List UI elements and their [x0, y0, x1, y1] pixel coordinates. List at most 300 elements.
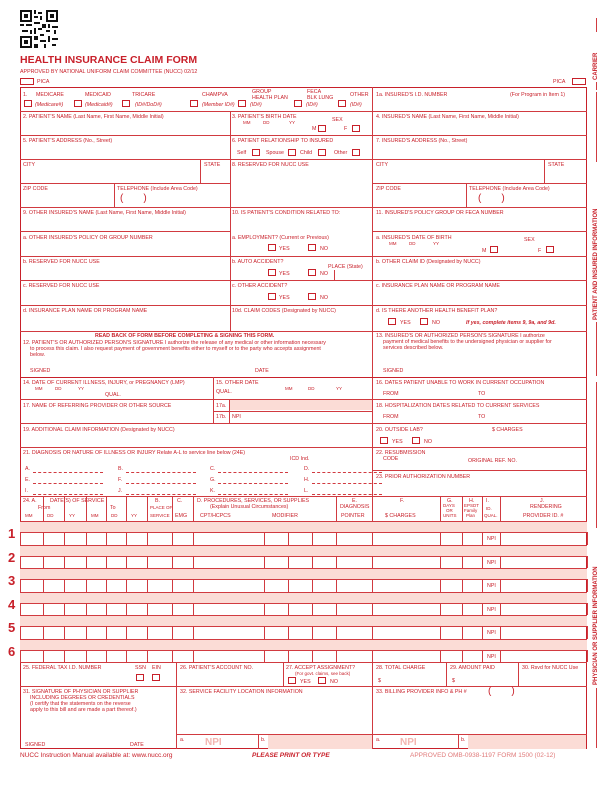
col-divider	[500, 603, 501, 616]
col-divider	[172, 603, 173, 616]
col-divider	[193, 496, 194, 521]
diag-field[interactable]	[33, 494, 103, 495]
diag-field[interactable]	[33, 472, 103, 473]
service-line-shaded[interactable]	[20, 593, 587, 603]
f14-dd: DD	[55, 386, 62, 391]
f24g: G.	[447, 498, 453, 504]
col-divider	[126, 650, 127, 663]
col-divider	[172, 532, 173, 545]
auto-yes-check[interactable]	[268, 269, 276, 276]
col-divider	[587, 650, 588, 663]
f24-i2: ID.	[486, 506, 492, 511]
f20-charges: $ CHARGES	[492, 427, 523, 433]
other-id: (ID#)	[350, 102, 362, 108]
f24-h4: Plan	[466, 513, 476, 518]
emp-yes-check[interactable]	[268, 244, 276, 251]
f33a-npi: NPI	[400, 737, 417, 748]
state-divider-2	[544, 159, 545, 183]
f9c-label: c. RESERVED FOR NUCC USE	[23, 283, 100, 289]
col-divider	[126, 496, 127, 521]
col-divider	[440, 603, 441, 616]
col-divider	[64, 650, 65, 663]
f15-dd: DD	[308, 386, 315, 391]
col-divider	[518, 662, 519, 686]
col-divider	[500, 496, 501, 521]
f13-line1: 13. INSURED'S OR AUTHORIZED PERSON'S SIGNATURE I authorize	[376, 333, 545, 339]
line	[20, 662, 587, 663]
col-divider	[372, 579, 373, 592]
f24-dates: DATE(S) OF SERVICE	[50, 498, 105, 504]
emp-yes: YES	[279, 246, 290, 252]
line	[20, 423, 587, 424]
diag-letter: L.	[304, 488, 309, 494]
place-divider	[334, 270, 335, 280]
section-divider	[20, 377, 587, 378]
phone-paren-2: ( )	[478, 193, 505, 204]
col-divider	[147, 556, 148, 569]
diag-field[interactable]	[312, 494, 382, 495]
signed-12: SIGNED	[30, 368, 51, 374]
f11-label: 11. INSURED'S POLICY GROUP OR FECA NUMBER	[376, 210, 504, 216]
col-divider	[264, 579, 265, 592]
f2-label: 2. PATIENT'S NAME (Last Name, First Name, Middle Initial)	[23, 114, 164, 120]
emp-no-check[interactable]	[308, 244, 316, 251]
f8-label: 8. RESERVED FOR NUCC USE	[232, 162, 309, 168]
spouse-check[interactable]	[288, 149, 296, 156]
f24c: C.	[177, 498, 183, 504]
patient-line-top	[596, 92, 597, 162]
col-divider	[440, 556, 441, 569]
icd-ind: ICD Ind.	[290, 456, 310, 462]
f24-i3: QUAL.	[484, 513, 498, 518]
col-divider	[64, 556, 65, 569]
line	[20, 135, 587, 136]
diag-field[interactable]	[126, 472, 196, 473]
f14-yy: YY	[78, 386, 85, 391]
diag-letter: C.	[210, 466, 216, 472]
sex-f-check[interactable]	[352, 125, 360, 132]
line	[20, 331, 587, 332]
f33a: a.	[376, 737, 381, 743]
col-divider	[106, 532, 107, 545]
tricare-id: (ID#/DoD#)	[135, 102, 162, 108]
line	[20, 111, 587, 112]
diag-letter: B.	[118, 466, 124, 472]
f24-e2: DIAGNOSIS	[340, 504, 370, 510]
col-divider	[372, 496, 373, 521]
col-divider	[336, 579, 337, 592]
diag-field[interactable]	[126, 494, 196, 495]
row-npi: NPI	[487, 536, 496, 542]
diag-field[interactable]	[218, 472, 288, 473]
carrier-label: CARRIER	[593, 52, 599, 80]
ins-f-check[interactable]	[546, 246, 554, 253]
f15-mm: MM	[285, 386, 293, 391]
f3-m: M	[312, 126, 317, 132]
f3-label: 3. PATIENT'S BIRTH DATE	[232, 114, 297, 120]
col-divider	[440, 579, 441, 592]
line	[213, 411, 372, 412]
f16-label: 16. DATES PATIENT UNABLE TO WORK IN CURRENT OCCUPATION	[376, 380, 545, 386]
col-divider	[64, 496, 65, 521]
medicaid-id: (Medicaid#)	[85, 102, 113, 108]
f6-child: Child	[300, 150, 313, 156]
col-divider	[106, 579, 107, 592]
col-divider	[312, 603, 313, 616]
col-divider	[64, 626, 65, 639]
acc-yes: YES	[279, 295, 290, 301]
diag-field[interactable]	[312, 483, 382, 484]
ins-m-check[interactable]	[490, 246, 498, 253]
col-divider	[336, 496, 337, 521]
assign-yes-check[interactable]	[288, 677, 296, 684]
f12-line3: below.	[30, 352, 46, 358]
col-divider	[172, 626, 173, 639]
f33b: b.	[461, 737, 466, 743]
line	[372, 231, 587, 232]
main-divider	[372, 87, 373, 377]
f31-line1: 31. SIGNATURE OF PHYSICIAN OR SUPPLIER	[23, 689, 139, 695]
col-divider	[43, 556, 44, 569]
footer-right: APPROVED OMB-0938-1197 FORM 1500 (02-12)	[410, 752, 556, 759]
col-divider	[126, 603, 127, 616]
f12-line2: to process this claim. I also request payment of government benefits either to myself or to the party who accepts assignment	[30, 346, 321, 352]
col-divider	[500, 556, 501, 569]
f3-yy: YY	[289, 120, 296, 125]
auto-no-check[interactable]	[308, 269, 316, 276]
state-divider	[200, 159, 201, 183]
col-divider	[213, 377, 214, 399]
plan-yes-check[interactable]	[388, 318, 396, 325]
ein-check[interactable]	[152, 674, 160, 681]
feca-check[interactable]	[294, 100, 302, 107]
diag-field[interactable]	[218, 494, 288, 495]
group-check[interactable]	[238, 100, 246, 107]
f24-j2: RENDERING	[530, 504, 562, 510]
col-divider	[500, 532, 501, 545]
f29-label: 29. AMOUNT PAID	[450, 665, 495, 671]
col-divider	[147, 650, 148, 663]
col-divider	[147, 532, 148, 545]
col-divider	[20, 626, 21, 639]
diag-field[interactable]	[33, 483, 103, 484]
auto-yes: YES	[279, 271, 290, 277]
f17a-label: 17a.	[216, 403, 227, 409]
col-divider	[446, 662, 447, 686]
physician-line-top	[596, 382, 597, 528]
diag-field[interactable]	[312, 472, 382, 473]
f9d-label: d. INSURANCE PLAN NAME OR PROGRAM NAME	[23, 308, 148, 314]
col-divider	[440, 650, 441, 663]
f11b-label: b. OTHER CLAIM ID (Designated by NUCC)	[376, 259, 481, 265]
f24-place: PLACE OF	[150, 505, 173, 510]
f17a-shade	[230, 400, 372, 410]
carrier-line-bottom	[596, 82, 597, 90]
diag-letter: A.	[25, 466, 31, 472]
f24-modifier: MODIFIER	[272, 513, 298, 519]
acc-no-check[interactable]	[308, 293, 316, 300]
col-divider	[462, 496, 463, 521]
medicaid-check[interactable]	[74, 100, 82, 107]
acc-yes-check[interactable]	[268, 293, 276, 300]
service-line-shaded[interactable]	[20, 522, 587, 532]
f28-dollar: $	[378, 678, 381, 684]
f24-from: From	[38, 505, 51, 511]
col-divider	[172, 579, 173, 592]
col-divider	[64, 603, 65, 616]
f16-from: FROM	[383, 391, 399, 397]
col-divider	[106, 650, 107, 663]
f1-medicare: MEDICARE	[36, 92, 64, 98]
col-divider	[288, 579, 289, 592]
f9b-label: b. RESERVED FOR NUCC USE	[23, 259, 100, 265]
f1-label: 1.	[23, 92, 28, 98]
line	[20, 183, 230, 184]
col-divider	[372, 603, 373, 616]
f23-label: 23. PRIOR AUTHORIZATION NUMBER	[376, 474, 471, 480]
col-divider	[126, 556, 127, 569]
f19-label: 19. ADDITIONAL CLAIM INFORMATION (Designated by NUCC)	[23, 427, 175, 433]
f6-label: 6. PATIENT RELATIONSHIP TO INSURED	[232, 138, 334, 144]
col-divider	[587, 532, 588, 545]
assign-yes: YES	[300, 679, 311, 685]
service-line-shaded[interactable]	[20, 546, 587, 556]
col-divider	[20, 579, 21, 592]
diag-letter: G.	[210, 477, 216, 483]
other-check[interactable]	[338, 100, 346, 107]
other-rel-check[interactable]	[352, 149, 360, 156]
f18-label: 18. HOSPITALIZATION DATES RELATED TO CURRENT SERVICES	[376, 403, 540, 409]
diag-field[interactable]	[218, 483, 288, 484]
col-divider	[482, 626, 483, 639]
lab-yes-check[interactable]	[380, 437, 388, 444]
col-divider	[587, 603, 588, 616]
line-number: 1	[8, 526, 16, 541]
f31-line3: (I certify that the statements on the reverse	[30, 701, 131, 707]
col-divider	[193, 556, 194, 569]
col-divider	[482, 496, 483, 521]
diag-field[interactable]	[126, 483, 196, 484]
f18-from: FROM	[383, 414, 399, 420]
f10c-label: c. OTHER ACCIDENT?	[232, 283, 288, 289]
line	[20, 447, 587, 448]
col-divider	[288, 626, 289, 639]
pica-box-left[interactable]	[20, 78, 34, 85]
col-divider	[20, 650, 21, 663]
col-divider	[172, 496, 173, 521]
f31-line2: INCLUDING DEGREES OR CREDENTIALS	[30, 695, 135, 701]
f14-mm: MM	[35, 386, 43, 391]
line-number: 2	[8, 549, 16, 565]
col-divider	[126, 532, 127, 545]
self-check[interactable]	[252, 149, 260, 156]
f14-qual: QUAL.	[105, 392, 121, 398]
f24-yy1: YY	[69, 513, 76, 518]
f24-mm1: MM	[25, 513, 33, 518]
col-divider	[336, 626, 337, 639]
f1-feca: FECA	[307, 89, 322, 95]
col-divider	[264, 556, 265, 569]
col-divider	[500, 579, 501, 592]
patient-side-label: PATIENT AND INSURED INFORMATION	[593, 208, 599, 320]
f10a-label: a. EMPLOYMENT? (Current or Previous)	[232, 235, 329, 241]
row-npi: NPI	[487, 559, 496, 566]
f32-label: 32. SERVICE FACILITY LOCATION INFORMATION	[180, 689, 303, 695]
tricare-check[interactable]	[122, 100, 130, 107]
f11d-label: d. IS THERE ANOTHER HEALTH BENEFIT PLAN?	[376, 308, 498, 314]
f11a-dd: DD	[409, 241, 416, 246]
ssn-check[interactable]	[136, 674, 144, 681]
f1-other: OTHER	[350, 92, 369, 98]
service-line-shaded[interactable]	[20, 640, 587, 650]
plan-yes: YES	[400, 320, 411, 326]
f25-ein: EIN	[152, 665, 161, 671]
col-divider	[43, 496, 44, 521]
place-label: PLACE (State)	[328, 264, 363, 270]
col-divider	[86, 579, 87, 592]
f32b-shade	[268, 735, 372, 749]
col-divider	[312, 532, 313, 545]
col-divider	[288, 650, 289, 663]
f6-other: Other	[334, 150, 348, 156]
col-divider	[462, 603, 463, 616]
f24-g2: DAYS	[443, 503, 455, 508]
assign-no: NO	[330, 679, 338, 685]
row-npi: NPI	[487, 653, 496, 660]
col-divider	[482, 532, 483, 545]
col-divider	[462, 556, 463, 569]
f24-g3: OR	[446, 508, 453, 513]
champva-check[interactable]	[190, 100, 198, 107]
phone-label: TELEPHONE (Include Area Code)	[117, 186, 198, 192]
f24j: J.	[540, 498, 545, 504]
f1a-note: (For Program in Item 1)	[510, 92, 566, 98]
line	[20, 207, 587, 208]
row-npi: NPI	[487, 583, 496, 589]
assign-no-check[interactable]	[318, 677, 326, 684]
f17b-npi: NPI	[232, 414, 241, 420]
col-divider	[462, 650, 463, 663]
col-divider	[172, 650, 173, 663]
col-divider	[172, 556, 173, 569]
f33-paren: ( )	[488, 686, 515, 697]
col-divider	[147, 626, 148, 639]
city-label: CITY	[23, 162, 36, 168]
f9-label: 9. OTHER INSURED'S NAME (Last Name, First Name, Middle Initial)	[23, 210, 186, 216]
f11a-label: a. INSURED'S DATE OF BIRTH	[376, 235, 452, 241]
service-line-shaded[interactable]	[20, 616, 587, 626]
zip-divider-2	[466, 183, 467, 207]
zip-divider	[114, 183, 115, 207]
medicare-check[interactable]	[24, 100, 32, 107]
f32a: a.	[180, 737, 185, 743]
line-number: 6	[8, 643, 16, 659]
col-divider	[193, 579, 194, 592]
col-divider	[587, 556, 588, 569]
col-divider	[458, 734, 459, 749]
col-divider	[147, 496, 148, 521]
f30-label: 30. Rsvd for NUCC Use	[522, 665, 579, 671]
f24-emg: EMG	[175, 513, 188, 519]
col-divider	[312, 650, 313, 663]
f21-label: 21. DIAGNOSIS OR NATURE OF ILLNESS OR INJURY Relate A-L to service line below (24E)	[23, 450, 246, 456]
col-divider	[176, 662, 177, 686]
col-divider	[43, 626, 44, 639]
col-divider	[482, 556, 483, 569]
qr-code	[20, 10, 58, 48]
lab-no-check[interactable]	[412, 437, 420, 444]
col-divider	[258, 734, 259, 749]
col-divider	[264, 603, 265, 616]
f10d-label: 10d. CLAIM CODES (Designated by NUCC)	[232, 308, 336, 314]
plan-no-check[interactable]	[420, 318, 428, 325]
f15-qual: QUAL.	[216, 389, 232, 395]
physician-side-label: PHYSICIAN OR SUPPLIER INFORMATION	[593, 566, 599, 685]
col-divider	[176, 686, 177, 749]
col-divider	[193, 532, 194, 545]
col-divider	[440, 626, 441, 639]
zip-label: ZIP CODE	[23, 186, 48, 192]
col-divider	[43, 579, 44, 592]
f33b-shade	[468, 735, 586, 749]
f20-label: 20. OUTSIDE LAB?	[376, 427, 423, 433]
col-divider	[20, 532, 21, 545]
f24d: D. PROCEDURES, SERVICES, OR SUPPLIES	[197, 498, 310, 504]
f24-dd2: DD	[111, 513, 118, 518]
f15-yy: YY	[336, 386, 343, 391]
f9a-label: a. OTHER INSURED'S POLICY OR GROUP NUMBER	[23, 235, 153, 241]
f24-yy2: YY	[131, 513, 138, 518]
child-check[interactable]	[318, 149, 326, 156]
col-divider	[230, 207, 231, 331]
sex-m-check[interactable]	[318, 125, 326, 132]
f24-mm2: MM	[91, 513, 99, 518]
col-divider	[283, 662, 284, 686]
col-divider	[147, 603, 148, 616]
col-divider	[20, 556, 21, 569]
f17-label: 17. NAME OF REFERRING PROVIDER OR OTHER SOURCE	[23, 403, 172, 409]
service-line-shaded[interactable]	[20, 569, 587, 579]
f1-group2: HEALTH PLAN	[252, 95, 288, 101]
col-divider	[20, 603, 21, 616]
col-divider	[462, 626, 463, 639]
f22-label: 22. RESUBMISSION	[376, 450, 426, 456]
approved-text: APPROVED BY NATIONAL UNIFORM CLAIM COMMITTEE (NUCC) 02/12	[20, 69, 198, 75]
f24-charges: $ CHARGES	[385, 513, 416, 519]
f3-f: F	[344, 126, 348, 132]
col-divider	[336, 603, 337, 616]
f26-label: 26. PATIENT'S ACCOUNT NO.	[180, 665, 254, 671]
f24-dd1: DD	[47, 513, 54, 518]
f27-note: (For govt. claims, see back)	[295, 671, 351, 676]
form-title: HEALTH INSURANCE CLAIM FORM	[20, 54, 198, 66]
col-divider	[288, 532, 289, 545]
emp-no: NO	[320, 246, 328, 252]
f1-tricare: TRICARE	[132, 92, 156, 98]
pica-box-right[interactable]	[572, 78, 586, 85]
f24-g4: UNITS	[443, 513, 457, 518]
f11a-f: F	[538, 248, 542, 254]
f18-to: TO	[478, 414, 486, 420]
col-divider	[440, 532, 441, 545]
date-12: DATE	[255, 368, 269, 374]
f24f: F.	[400, 498, 405, 504]
f1-feca2: BLK LUNG	[307, 95, 334, 101]
row-npi: NPI	[487, 630, 496, 636]
state-label-2: STATE	[548, 162, 565, 168]
col-divider	[106, 626, 107, 639]
f6-spouse: Spouse	[266, 150, 284, 156]
